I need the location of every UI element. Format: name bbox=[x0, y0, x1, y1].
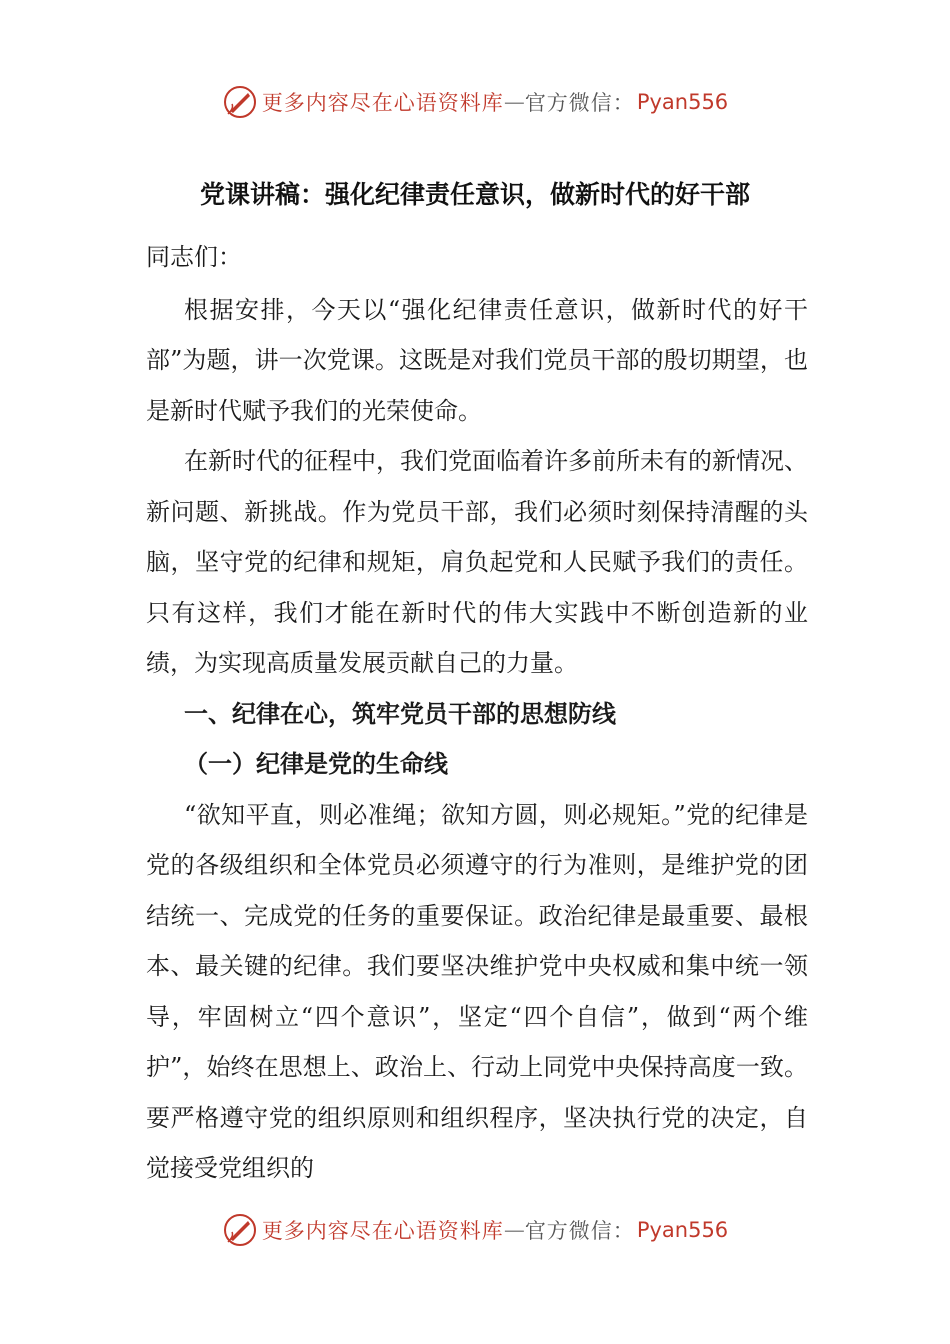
quill-logo-icon bbox=[222, 1212, 258, 1248]
document-title: 党课讲稿：强化纪律责任意识，做新时代的好干部 bbox=[199, 180, 750, 209]
banner-text: 更多内容尽在心语资料库 bbox=[261, 1219, 504, 1243]
paragraph-3: “欲知平直，则必准绳；欲知方圆，则必规矩。”党的纪律是党的各级组织和全体党员必须遵守的行为准则，是维护党的团结统一、完成党的任务的重要保证。政治纪律是最重要、最根本、最关键的纪律。我们要坚决维护党中央权威和集中统一领导，牢固树立“四个意识”，坚定“四个自信”，做到“两个维护”，始终在思想上、政治上、行动上同党中央保持高度一致。要严格遵守党的组织原则和组织程序，坚决执行党的决定，自觉接受党组织的 bbox=[146, 800, 808, 1182]
footer-banner bbox=[0, 1208, 950, 1252]
banner-dash: — bbox=[503, 90, 525, 114]
banner-text: 更多内容尽在心语资料库 bbox=[261, 91, 504, 115]
header-banner bbox=[0, 80, 950, 124]
quill-logo-icon bbox=[222, 84, 258, 120]
paragraph-1: 根据安排，今天以“强化纪律责任意识，做新时代的好干部”为题，讲一次党课。这既是对我们党员干部的殷切期望，也是新时代赋予我们的光荣使命。 bbox=[146, 295, 808, 425]
document-body bbox=[146, 232, 808, 1194]
section-heading: 一、纪律在心，筑牢党员干部的思想防线 bbox=[184, 699, 616, 728]
banner-wechat-label: 官方微信： bbox=[524, 1219, 635, 1243]
banner-wechat-id: Pyan556 bbox=[636, 90, 729, 114]
banner-wechat-label: 官方微信： bbox=[524, 91, 635, 115]
salutation: 同志们： bbox=[146, 243, 242, 271]
banner-dash: — bbox=[503, 1218, 525, 1242]
subsection-heading: （一）纪律是党的生命线 bbox=[184, 750, 448, 778]
banner-wechat-id: Pyan556 bbox=[636, 1218, 729, 1242]
paragraph-2: 在新时代的征程中，我们党面临着许多前所未有的新情况、新问题、新挑战。作为党员干部，我们必须时刻保持清醒的头脑，坚守党的纪律和规矩，肩负起党和人民赋予我们的责任。只有这样，我们才能在新时代的伟大实践中不断创造新的业绩，为实现高质量发展贡献自己的力量。 bbox=[146, 447, 808, 677]
